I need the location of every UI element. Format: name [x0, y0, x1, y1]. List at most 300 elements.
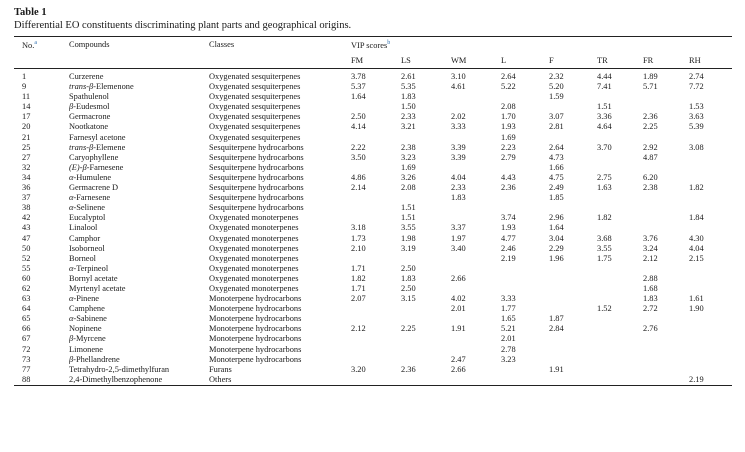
- compound-base-name: Camphene: [69, 304, 105, 314]
- compound-name: [69, 294, 209, 304]
- vip-score-cell: [501, 163, 549, 173]
- compound-number: 38: [22, 203, 31, 213]
- compound-number: 11: [22, 92, 31, 102]
- vip-score-cell: 2.64: [501, 72, 516, 81]
- table-row: [14, 133, 732, 143]
- compound-name: [69, 345, 209, 355]
- compound-base-name: Spathulenol: [69, 92, 110, 102]
- vip-score-cell: 2.84: [549, 324, 564, 334]
- compound-class: Oxygenated monoterpenes: [209, 283, 299, 293]
- vip-score-cell: [643, 133, 689, 143]
- vip-score-cell: 2.08: [501, 102, 516, 112]
- vip-score-cell: 2.36: [643, 112, 658, 122]
- vip-score-cell: [351, 355, 401, 365]
- vip-score-cell: [501, 365, 549, 375]
- vip-score-cell: [549, 133, 597, 143]
- compound-base-name: Terpineol: [76, 263, 109, 273]
- table-row: [14, 82, 732, 92]
- table-row: [14, 143, 732, 153]
- header-f: F: [549, 52, 597, 69]
- vip-score-cell: [597, 133, 643, 143]
- vip-score-cell: 4.14: [351, 122, 366, 132]
- vip-score-cell: 1.73: [351, 233, 366, 243]
- compound-base-name: Farnesyl acetone: [69, 132, 126, 142]
- table-row: [14, 284, 732, 294]
- compound-class: Oxygenated sesquiterpenes: [209, 72, 301, 81]
- vip-score-cell: [401, 133, 451, 143]
- vip-score-cell: [597, 314, 643, 324]
- vip-score-cell: 1.82: [351, 273, 366, 283]
- vip-score-cell: 3.07: [549, 112, 564, 122]
- compound-class: Oxygenated monoterpenes: [209, 253, 299, 263]
- header-vip-scores: VIP scores$^b$: [351, 37, 732, 53]
- vip-score-cell: [689, 314, 732, 324]
- vip-score-cell: [689, 193, 732, 203]
- vip-score-cell: 1.90: [689, 304, 704, 314]
- vip-score-cell: [549, 203, 597, 213]
- vip-score-cell: 1.68: [643, 283, 658, 293]
- compound-name: [69, 203, 209, 213]
- vip-score-cell: 3.63: [689, 112, 704, 122]
- table-row: [14, 264, 732, 274]
- header-wm: WM: [451, 52, 501, 69]
- vip-score-cell: [549, 294, 597, 304]
- compound-class: Oxygenated sesquiterpenes: [209, 122, 301, 132]
- header-l: L: [501, 52, 549, 69]
- compound-name: [69, 274, 209, 284]
- vip-score-cell: [401, 193, 451, 203]
- vip-score-cell: 1.53: [689, 102, 704, 112]
- compound-class: Others: [209, 375, 351, 386]
- vip-score-cell: 2.08: [401, 183, 416, 193]
- compound-base-name: Myrcene: [75, 334, 106, 344]
- vip-score-cell: [501, 264, 549, 274]
- vip-score-cell: [401, 334, 451, 344]
- compound-name: [69, 314, 209, 324]
- vip-score-cell: 5.39: [689, 122, 704, 132]
- vip-score-cell: 4.86: [351, 172, 366, 182]
- vip-score-cell: [689, 163, 732, 173]
- vip-score-cell: [597, 365, 643, 375]
- compound-name: [69, 264, 209, 274]
- compound-prefix: trans-β-: [69, 142, 96, 152]
- vip-score-cell: 5.21: [501, 324, 516, 334]
- vip-score-cell: 2.01: [501, 334, 516, 344]
- compound-prefix: β-: [69, 354, 76, 364]
- vip-score-cell: 4.77: [501, 233, 516, 243]
- vip-score-cell: [689, 223, 732, 233]
- table-row: [14, 254, 732, 264]
- vip-score-cell: 2.49: [549, 183, 564, 193]
- vip-score-cell: [549, 274, 597, 284]
- compound-name: [69, 213, 209, 223]
- vip-score-cell: 1.96: [549, 253, 564, 263]
- compound-prefix: β-: [69, 334, 76, 344]
- footnote-b-link[interactable]: b: [387, 39, 391, 46]
- compound-name: [69, 375, 209, 386]
- vip-score-cell: 2.12: [643, 253, 658, 263]
- vip-score-cell: [597, 203, 643, 213]
- vip-score-cell: [501, 92, 549, 102]
- vip-score-cell: 3.33: [501, 294, 516, 304]
- table-row: [14, 223, 732, 233]
- vip-score-cell: [643, 365, 689, 375]
- vip-score-cell: 1.91: [451, 324, 466, 334]
- vip-score-cell: 1.64: [351, 92, 366, 102]
- compound-name: [69, 334, 209, 344]
- vip-score-cell: [451, 163, 501, 173]
- header-fm: FM: [351, 52, 401, 69]
- vip-score-cell: [451, 213, 501, 223]
- vip-score-cell: 4.61: [451, 82, 466, 92]
- table-row: [14, 213, 732, 223]
- vip-score-cell: [597, 294, 643, 304]
- compound-name: [69, 183, 209, 193]
- vip-score-cell: [451, 345, 501, 355]
- compound-name: [69, 102, 209, 112]
- vip-score-cell: [451, 254, 501, 264]
- vip-score-cell: 4.75: [549, 172, 564, 182]
- vip-score-cell: 1.89: [643, 72, 658, 81]
- vip-score-cell: [597, 274, 643, 284]
- compound-base-name: Bornyl acetate: [69, 273, 118, 283]
- vip-score-cell: 2.81: [549, 122, 564, 132]
- vip-score-cell: [643, 193, 689, 203]
- vip-score-cell: 3.68: [597, 233, 612, 243]
- vip-score-cell: 1.83: [401, 92, 416, 102]
- compound-class: Monoterpene hydrocarbons: [209, 334, 302, 344]
- vip-score-cell: 1.91: [549, 364, 564, 374]
- vip-score-cell: 2.25: [643, 122, 658, 132]
- compound-number: 65: [22, 314, 31, 324]
- compound-name: [69, 69, 209, 83]
- compound-number: 47: [22, 233, 31, 243]
- compound-number: 42: [22, 213, 31, 223]
- vip-score-cell: 1.52: [597, 304, 612, 314]
- vip-score-cell: [549, 102, 597, 112]
- compound-number: 63: [22, 294, 31, 304]
- compound-number: 37: [22, 193, 31, 203]
- vip-score-cell: [501, 284, 549, 294]
- compound-class: Oxygenated sesquiterpenes: [209, 92, 301, 102]
- vip-score-cell: [689, 324, 732, 334]
- compound-class: Sesquiterpene hydrocarbons: [209, 152, 304, 162]
- vip-score-cell: 5.22: [501, 82, 516, 92]
- compound-number: 52: [22, 253, 31, 263]
- vip-score-cell: [451, 203, 501, 213]
- compound-prefix: α-: [69, 294, 77, 304]
- vip-score-cell: 2.66: [451, 364, 466, 374]
- vip-score-cell: [501, 193, 549, 203]
- vip-score-cell: 4.43: [501, 172, 516, 182]
- table-body: [14, 69, 732, 386]
- vip-score-cell: [643, 223, 689, 233]
- vip-score-cell: 2.22: [351, 142, 366, 152]
- vip-score-cell: [597, 345, 643, 355]
- header-ls: LS: [401, 52, 451, 69]
- vip-score-cell: [401, 314, 451, 324]
- vip-score-cell: [597, 284, 643, 294]
- vip-score-cell: 2.07: [351, 294, 366, 304]
- compound-base-name: Eudesmol: [75, 102, 110, 112]
- compound-number: 14: [22, 102, 31, 112]
- compound-class: Sesquiterpene hydrocarbons: [209, 172, 304, 182]
- vip-score-cell: [451, 133, 501, 143]
- compound-base-name: Linalool: [69, 223, 98, 233]
- vip-score-cell: 3.04: [549, 233, 564, 243]
- table-row: [14, 102, 732, 112]
- vip-score-cell: [451, 334, 501, 344]
- vip-score-cell: 3.76: [643, 233, 658, 243]
- compound-number: 73: [22, 354, 31, 364]
- compound-name: [69, 254, 209, 264]
- compound-name: [69, 153, 209, 163]
- vip-score-cell: [451, 92, 501, 102]
- vip-score-cell: 2.88: [643, 273, 658, 283]
- vip-score-cell: [451, 284, 501, 294]
- compound-base-name: Myrtenyl acetate: [69, 283, 126, 293]
- vip-score-cell: 1.71: [351, 263, 366, 273]
- compound-prefix: trans-β-: [69, 82, 96, 92]
- compound-name: [69, 173, 209, 183]
- compound-name: [69, 355, 209, 365]
- vip-score-cell: [597, 153, 643, 163]
- vip-score-cell: 3.23: [501, 354, 516, 364]
- vip-score-cell: [351, 102, 401, 112]
- vip-score-cell: 2.64: [549, 142, 564, 152]
- vip-score-cell: [351, 314, 401, 324]
- compound-base-name: Eucalyptol: [69, 213, 106, 223]
- vip-score-cell: 1.66: [549, 162, 564, 172]
- compound-base-name: Caryophyllene: [69, 152, 119, 162]
- vip-score-cell: 2.74: [689, 72, 704, 81]
- compound-class: Oxygenated sesquiterpenes: [209, 102, 301, 112]
- vip-score-cell: [501, 203, 549, 213]
- compound-class: Oxygenated monoterpenes: [209, 233, 299, 243]
- vip-score-cell: 2.50: [401, 263, 416, 273]
- vip-score-cell: [643, 102, 689, 112]
- vip-score-cell: [597, 324, 643, 334]
- compound-name: [69, 284, 209, 294]
- vip-score-cell: 2.50: [351, 112, 366, 122]
- vip-score-cell: 1.63: [597, 183, 612, 193]
- vip-score-cell: 1.71: [351, 283, 366, 293]
- vip-score-cell: 3.20: [351, 364, 366, 374]
- compound-class: Monoterpene hydrocarbons: [209, 344, 302, 354]
- compound-number: 27: [22, 152, 31, 162]
- vip-score-cell: [351, 163, 401, 173]
- vip-score-cell: 1.98: [401, 233, 416, 243]
- vip-score-cell: 7.72: [689, 82, 704, 92]
- compound-base-name: Pinene: [76, 294, 99, 304]
- vip-score-cell: 4.04: [451, 172, 466, 182]
- compound-number: 34: [22, 172, 31, 182]
- vip-score-cell: [549, 345, 597, 355]
- vip-score-cell: 2.36: [501, 183, 516, 193]
- vip-score-cell: [351, 203, 401, 213]
- compound-base-name: 2,4-Dimethylbenzophenone: [69, 374, 163, 384]
- vip-score-cell: 1.69: [401, 162, 416, 172]
- vip-score-cell: 5.71: [643, 82, 658, 92]
- vip-score-cell: [689, 355, 732, 365]
- vip-score-cell: 1.59: [549, 92, 564, 102]
- compound-name: [69, 133, 209, 143]
- vip-score-cell: [351, 254, 401, 264]
- vip-score-cell: [401, 375, 451, 386]
- vip-score-cell: 1.75: [597, 253, 612, 263]
- compound-class: Oxygenated monoterpenes: [209, 273, 299, 283]
- compound-class: Oxygenated monoterpenes: [209, 223, 299, 233]
- vip-score-cell: 1.51: [597, 102, 612, 112]
- compound-class: Oxygenated sesquiterpenes: [209, 112, 301, 122]
- vip-score-cell: 3.39: [451, 142, 466, 152]
- compound-number: 17: [22, 112, 31, 122]
- compound-base-name: Isoborneol: [69, 243, 105, 253]
- vip-score-cell: [549, 355, 597, 365]
- header-fr: FR: [643, 52, 689, 69]
- table-container: [14, 7, 732, 386]
- vip-score-cell: [689, 334, 732, 344]
- vip-score-cell: 2.46: [501, 243, 516, 253]
- vip-score-cell: 4.64: [597, 122, 612, 132]
- vip-score-cell: 3.10: [451, 72, 466, 81]
- vip-score-cell: 3.23: [401, 152, 416, 162]
- vip-score-cell: 1.50: [401, 102, 416, 112]
- compound-class: Sesquiterpene hydrocarbons: [209, 193, 304, 203]
- vip-score-cell: [643, 355, 689, 365]
- compound-name: [69, 143, 209, 153]
- compound-name: [69, 122, 209, 132]
- compound-number: 43: [22, 223, 31, 233]
- vip-score-cell: 2.32: [549, 72, 564, 81]
- vip-score-cell: 1.69: [501, 132, 516, 142]
- vip-score-cell: 2.47: [451, 354, 466, 364]
- vip-score-cell: 1.64: [549, 223, 564, 233]
- table-row: [14, 193, 732, 203]
- vip-score-cell: 4.04: [689, 243, 704, 253]
- compound-number: 36: [22, 183, 31, 193]
- vip-score-cell: [351, 375, 401, 386]
- vip-score-cell: 2.78: [501, 344, 516, 354]
- vip-score-cell: 3.37: [451, 223, 466, 233]
- compound-name: [69, 193, 209, 203]
- vip-score-cell: 2.50: [401, 283, 416, 293]
- vip-score-cell: 1.85: [549, 193, 564, 203]
- vip-score-cell: 1.65: [501, 314, 516, 324]
- compound-number: 55: [22, 263, 31, 273]
- vip-score-cell: [689, 365, 732, 375]
- compound-name: [69, 234, 209, 244]
- vip-score-cell: 4.44: [597, 72, 612, 81]
- vip-score-cell: 3.70: [597, 142, 612, 152]
- compound-base-name: Nopinene: [69, 324, 102, 334]
- header-compounds: Compounds: [69, 37, 209, 53]
- vip-score-cell: [549, 264, 597, 274]
- vip-score-cell: [643, 92, 689, 102]
- vip-score-cell: 3.08: [689, 142, 704, 152]
- compound-base-name: Tetrahydro-2,5-dimethylfuran: [69, 364, 170, 374]
- vip-score-cell: [401, 304, 451, 314]
- vip-score-cell: [597, 375, 643, 386]
- vip-score-cell: 1.83: [451, 193, 466, 203]
- compound-class: Monoterpene hydrocarbons: [209, 294, 302, 304]
- vip-score-cell: [643, 203, 689, 213]
- compound-name: [69, 324, 209, 334]
- table-caption: Differential EO constituents discriminating plant parts and geographical origins.: [14, 20, 352, 31]
- table-row: [14, 365, 732, 375]
- vip-score-cell: 2.01: [451, 304, 466, 314]
- compound-name: [69, 304, 209, 314]
- table-row: [14, 122, 732, 132]
- vip-score-cell: 1.93: [501, 122, 516, 132]
- table-row: [14, 334, 732, 344]
- compound-number: 67: [22, 334, 31, 344]
- vip-score-cell: [643, 334, 689, 344]
- vip-score-cell: [597, 193, 643, 203]
- vip-score-cell: 1.87: [549, 314, 564, 324]
- header-no: No.$^a$: [14, 37, 69, 53]
- table-row: [14, 163, 732, 173]
- table-row: [14, 274, 732, 284]
- compound-base-name: Farnesene: [76, 193, 111, 203]
- vip-score-cell: [689, 203, 732, 213]
- vip-score-cell: [643, 264, 689, 274]
- vip-score-cell: [351, 133, 401, 143]
- vip-score-cell: 3.40: [451, 243, 466, 253]
- vip-score-cell: 2.36: [401, 364, 416, 374]
- table-row: [14, 244, 732, 254]
- vip-score-cell: 2.19: [501, 253, 516, 263]
- vip-score-cell: [351, 334, 401, 344]
- vip-score-cell: 3.36: [597, 112, 612, 122]
- compound-class: Oxygenated monoterpenes: [209, 263, 299, 273]
- vip-score-cell: [401, 355, 451, 365]
- compound-base-name: Limonene: [69, 344, 103, 354]
- vip-score-cell: 5.37: [351, 82, 366, 92]
- vip-score-cell: 4.02: [451, 294, 466, 304]
- vip-score-cell: 2.15: [689, 253, 704, 263]
- table-row: [14, 92, 732, 102]
- vip-score-cell: 3.33: [451, 122, 466, 132]
- vip-score-cell: [597, 264, 643, 274]
- vip-score-cell: [351, 213, 401, 223]
- compound-class: Oxygenated monoterpenes: [209, 243, 299, 253]
- vip-score-cell: [643, 345, 689, 355]
- vip-score-cell: 4.73: [549, 152, 564, 162]
- vip-score-cell: 3.55: [401, 223, 416, 233]
- vip-score-cell: 3.15: [401, 294, 416, 304]
- table-row: [14, 294, 732, 304]
- compound-base-name: Germacrone: [69, 112, 111, 122]
- vip-score-cell: 2.96: [549, 213, 564, 223]
- compound-class: Sesquiterpene hydrocarbons: [209, 203, 304, 213]
- vip-score-cell: 2.38: [401, 142, 416, 152]
- vip-score-cell: 2.61: [401, 72, 416, 81]
- vip-score-cell: [689, 274, 732, 284]
- compound-prefix: α-: [69, 203, 77, 213]
- vip-score-cell: [689, 153, 732, 163]
- vip-score-cell: [401, 345, 451, 355]
- vip-score-cell: 3.18: [351, 223, 366, 233]
- table-row: [14, 153, 732, 163]
- compound-prefix: (E)-β-: [69, 162, 90, 172]
- compound-name: [69, 244, 209, 254]
- vip-score-cell: [549, 284, 597, 294]
- vip-score-cell: [689, 133, 732, 143]
- footnote-a-link[interactable]: a: [34, 39, 38, 46]
- vip-score-cell: [643, 213, 689, 223]
- compound-class: Sesquiterpene hydrocarbons: [209, 142, 304, 152]
